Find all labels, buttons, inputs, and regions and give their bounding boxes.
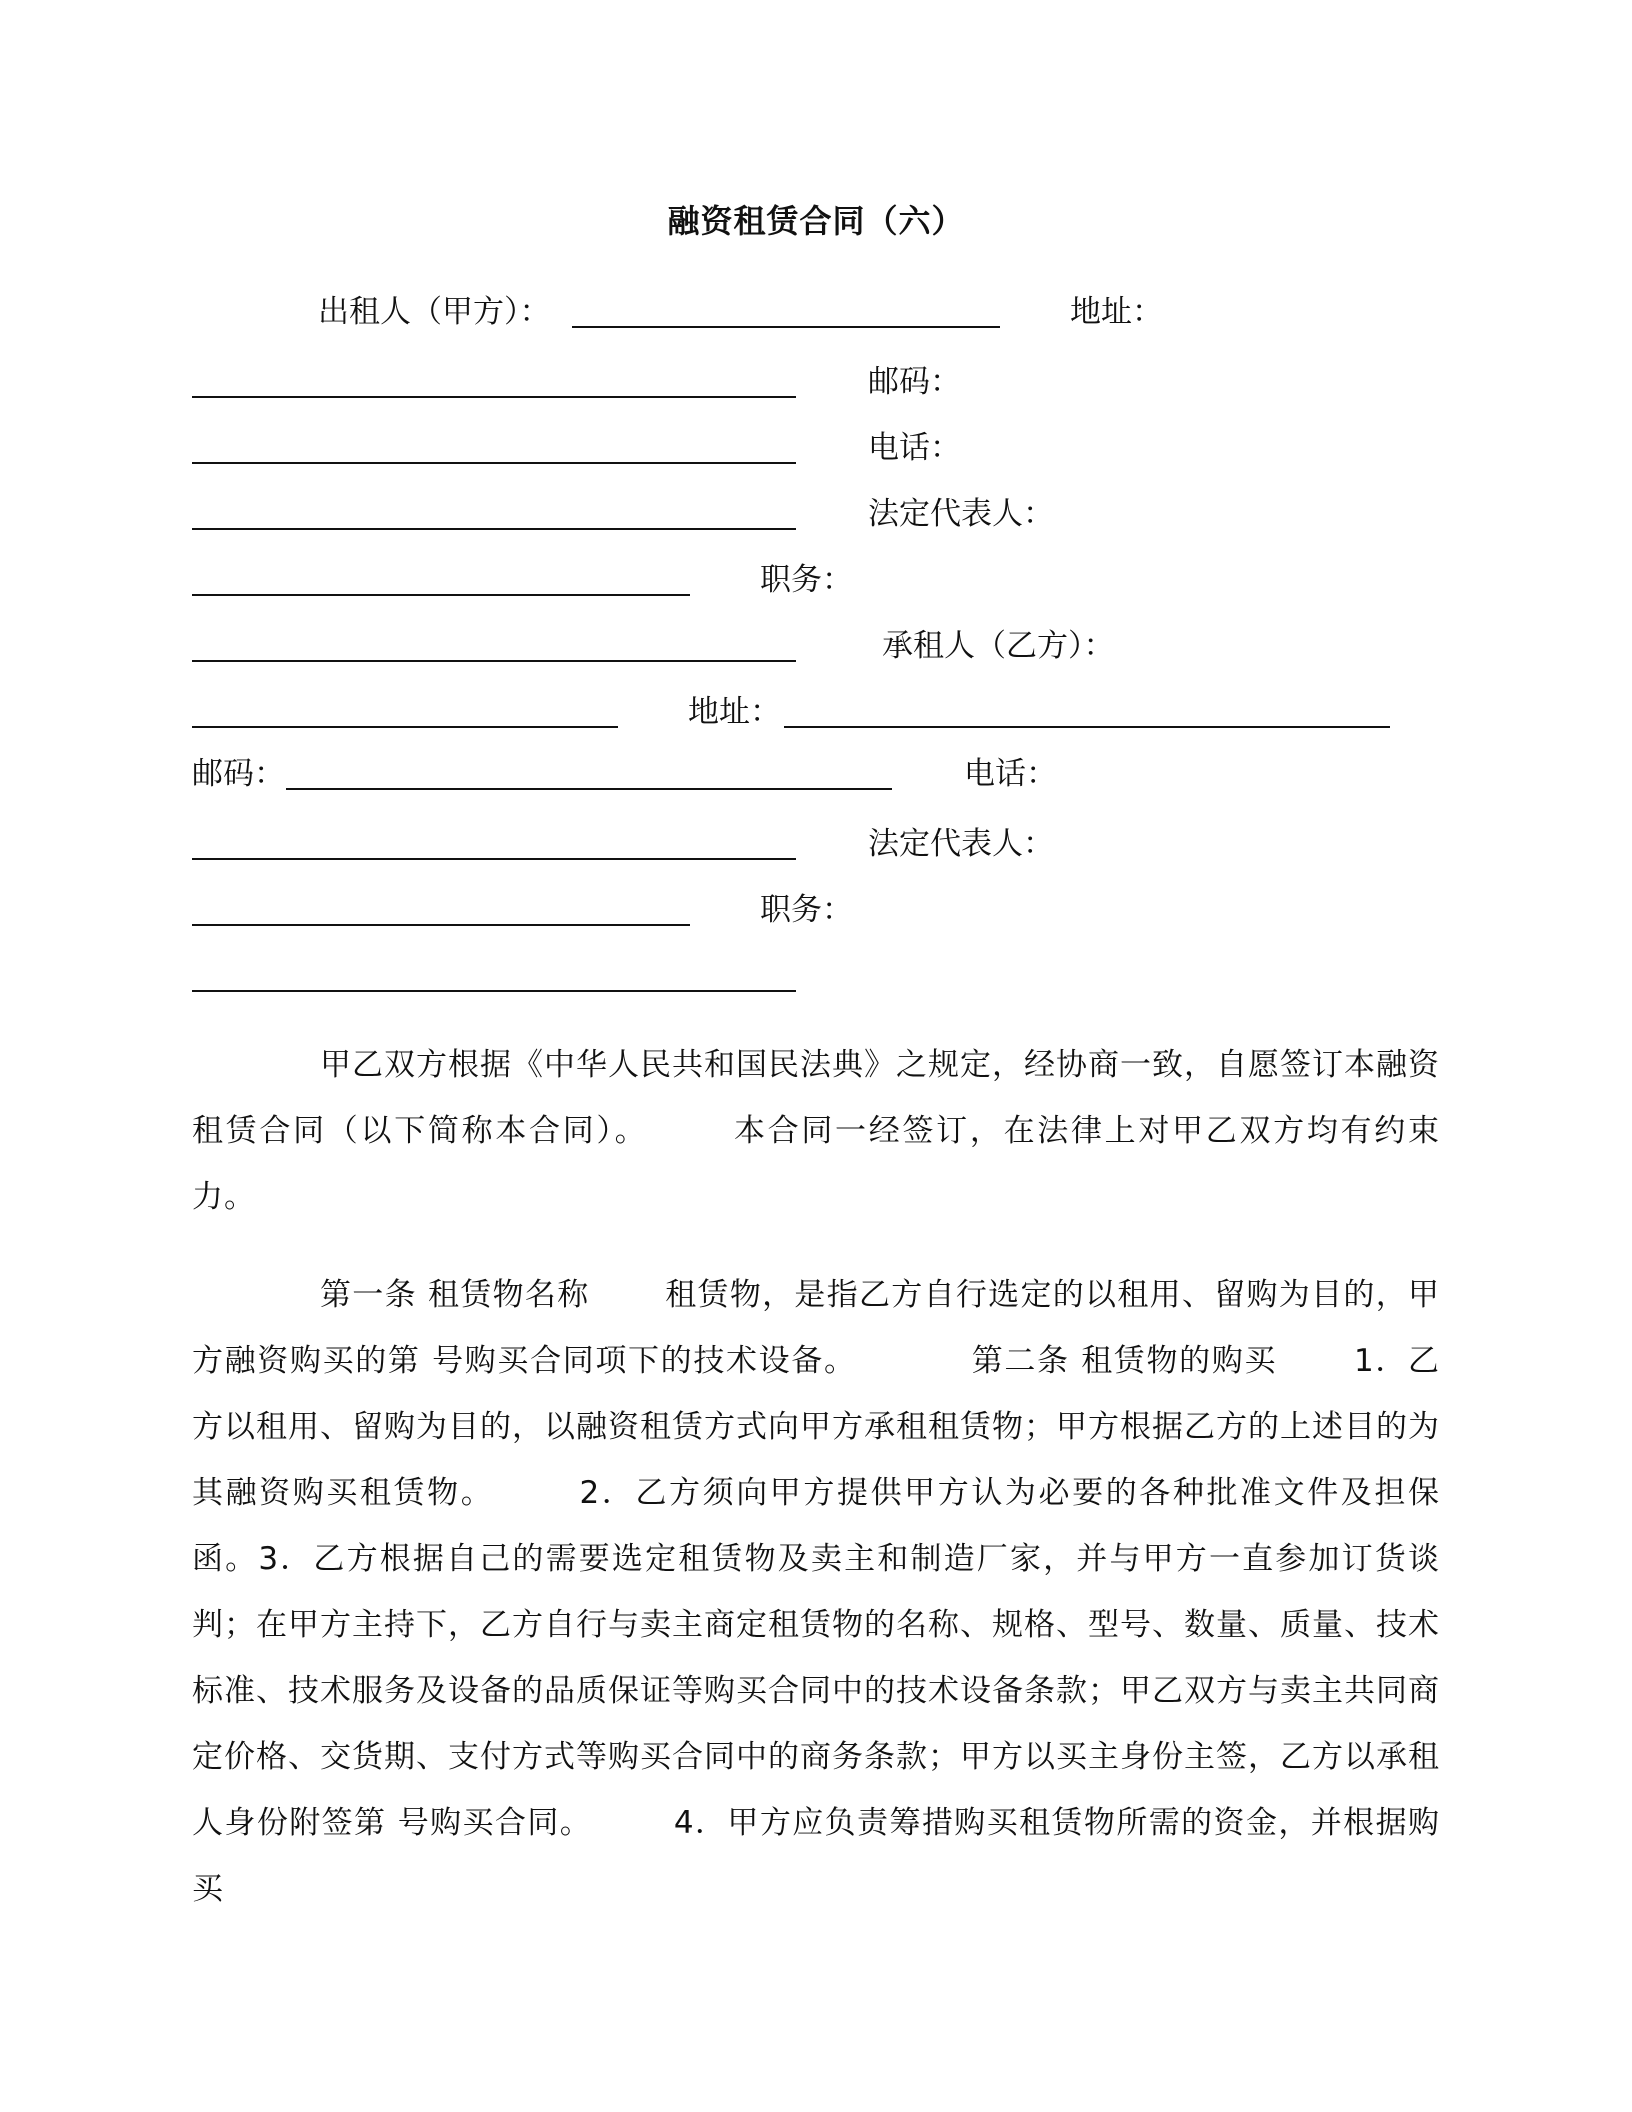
lessor-name-blank [572,300,1000,328]
lessee-label: 承租人（乙方）： [882,628,1115,664]
legal-rep-blank-1 [192,568,690,596]
lessor-label: 出租人（甲方）： [318,294,551,330]
document-title: 融资租赁合同（六） [667,202,965,240]
address-blank-2 [784,700,1390,728]
postcode-label-1: 邮码： [868,364,961,400]
position-label-2: 职务： [760,892,853,928]
legal-rep-blank-2 [192,898,690,926]
legal-rep-label-1: 法定代表人： [868,496,1054,532]
address-label-1: 地址： [1070,294,1163,330]
address-label-2: 地址： [688,694,781,730]
legal-rep-label-2: 法定代表人： [868,826,1054,862]
postcode-blank-2 [286,762,892,790]
intro-paragraph [192,1032,1440,1230]
lessee-name-blank [192,700,618,728]
intro-paragraph-text: 甲乙双方根据《中华人民共和国民法典》之规定，经协商一致，自愿签订本融资租赁合同（以下简称本合同）。 本合同一经签订，在法律上对甲乙双方均有约束力。 [192,1047,1440,1215]
address-blank-1 [192,370,796,398]
article-paragraph [192,1262,1440,1922]
phone-label-2: 电话： [964,756,1057,792]
phone-label-1: 电话： [868,430,961,466]
position-blank-2 [192,964,796,992]
phone-blank-1 [192,502,796,530]
postcode-label-2: 邮码： [192,756,285,792]
phone-blank-2 [192,832,796,860]
article-paragraph-text: 第一条 租赁物名称 租赁物，是指乙方自行选定的以租用、留购为目的，甲方融资购买的第 号购买合同项下的技术设备。 第二条 租赁物的购买 1．乙方以租用、留购为目的，以融资租赁方式向甲方承租租赁物；甲方根据乙方的上述目的为其融资购买租赁物。 2．乙方须向甲方提供甲方认为必要的各种批准文件及担保函。3．乙方根据自己的需要选定租赁物及卖主和制造厂家，并与甲方一直参加订货谈判；在甲方主持下，乙方自行与卖主商定租赁物的名称、规格、型号、数量、质量、技术标准、技术服务及设备的品质保证等购买合同中的技术设备条款；甲乙双方与卖主共同商定价格、交货期、支付方式等购买合同中的商务条款；甲方以买主身份主签，乙方以承租人身份附签第 号购买合同。 4．甲方应负责筹措购买租赁物所需的资金，并根据购买 [192,1277,1440,1907]
postcode-blank-1 [192,436,796,464]
position-blank-1 [192,634,796,662]
position-label-1: 职务： [760,562,853,598]
